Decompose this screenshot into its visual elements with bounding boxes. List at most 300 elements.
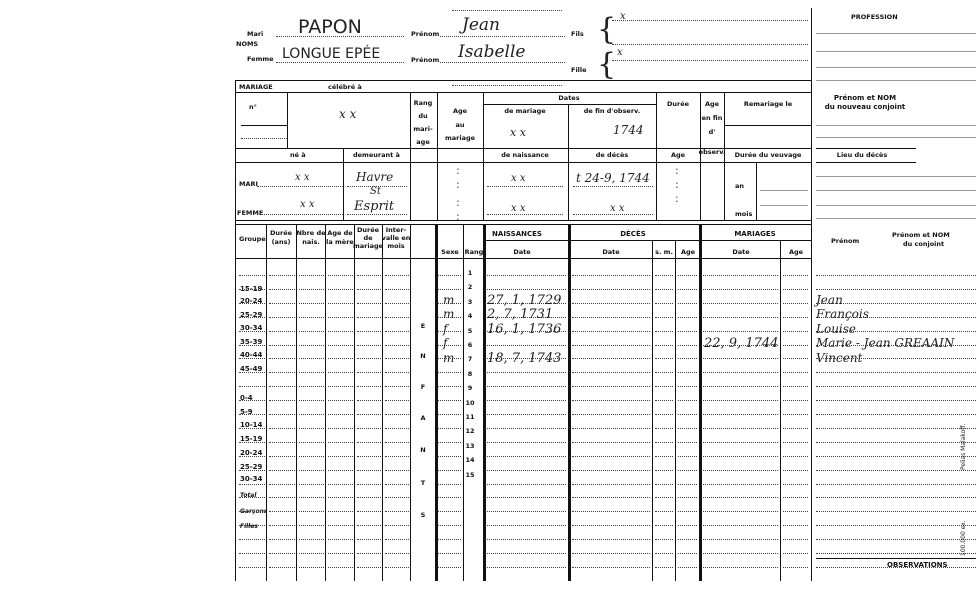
dates-label: Dates xyxy=(558,94,580,102)
row-rule xyxy=(487,539,566,540)
group-label: 20-24 xyxy=(240,449,263,457)
row-rule xyxy=(783,442,808,443)
row-rule xyxy=(357,553,381,554)
child-prenom: Louise xyxy=(816,321,857,336)
row-rule xyxy=(572,470,650,471)
row-rule xyxy=(655,345,673,346)
conjoint-col-1: Prénom et NOM xyxy=(892,231,950,239)
row-rule xyxy=(783,331,808,332)
age-colons-mari: : : xyxy=(456,164,460,191)
row-rule xyxy=(438,442,461,443)
femme-deces: x x xyxy=(610,203,625,214)
mari-prenom: Jean xyxy=(462,15,500,35)
row-rule xyxy=(703,553,778,554)
row-rule xyxy=(328,303,353,304)
row-rule xyxy=(328,400,353,401)
fils-label: Fils xyxy=(571,30,584,38)
profession-label: PROFESSION xyxy=(851,13,898,21)
row-rule xyxy=(357,275,381,276)
mariage-place-mark: x x xyxy=(339,107,357,121)
row-rule xyxy=(678,331,697,332)
noms-label: NOMS xyxy=(236,40,259,48)
row-rule xyxy=(438,345,461,346)
row-rule xyxy=(703,497,778,498)
row-rule xyxy=(328,497,353,498)
row-rule xyxy=(816,372,976,373)
row-rule xyxy=(783,484,808,485)
row-rule xyxy=(357,345,381,346)
row-rule xyxy=(655,497,673,498)
row-rule xyxy=(655,289,673,290)
row-rule xyxy=(438,386,461,387)
child-prenom: Vincent xyxy=(816,350,863,365)
row-rule xyxy=(783,428,808,429)
row-rule xyxy=(269,539,295,540)
row-rule xyxy=(385,358,409,359)
femme-prenom: Isabelle xyxy=(458,42,526,62)
row-rule xyxy=(385,345,409,346)
row-rule xyxy=(703,442,778,443)
row-rule xyxy=(655,456,673,457)
row-rule xyxy=(385,456,409,457)
row-rule xyxy=(385,511,409,512)
age-mere-1: Age de xyxy=(327,229,353,237)
row-rule xyxy=(678,428,697,429)
row-rule xyxy=(783,400,808,401)
age-en-fin-1: Age xyxy=(704,100,720,108)
row-rule xyxy=(438,275,461,276)
row-rule xyxy=(239,525,265,526)
sexe-label: Sexe xyxy=(441,248,459,256)
row-rule xyxy=(487,511,566,512)
row-rule xyxy=(783,303,808,304)
row-rule xyxy=(357,372,381,373)
row-rule xyxy=(385,317,409,318)
row-rule xyxy=(269,303,295,304)
deces-age-label: Age xyxy=(680,248,696,256)
rank-label: 13 xyxy=(465,441,475,450)
row-rule xyxy=(783,372,808,373)
row-rule xyxy=(816,525,976,526)
row-rule xyxy=(655,442,673,443)
row-rule xyxy=(299,442,324,443)
row-rule xyxy=(269,345,295,346)
row-rule xyxy=(328,414,353,415)
mari-label: Mari xyxy=(247,30,264,38)
row-rule xyxy=(299,553,324,554)
child-naissance: 18, 7, 1743 xyxy=(487,350,562,366)
row-rule xyxy=(269,289,295,290)
age-colons-2: : : : xyxy=(675,164,679,205)
row-rule xyxy=(385,525,409,526)
age-en-fin-2: en fin xyxy=(701,114,723,122)
group-label: 45-49 xyxy=(240,365,263,373)
femme-row-label: FEMME xyxy=(237,209,264,217)
mari-naissance: x x xyxy=(511,173,526,184)
conjoint-label-1: Prénom et NOM xyxy=(833,94,897,102)
row-rule xyxy=(678,511,697,512)
row-rule xyxy=(678,317,697,318)
row-rule xyxy=(783,345,808,346)
row-rule xyxy=(487,289,566,290)
row-rule xyxy=(357,497,381,498)
nbre-nais-1: Nbre de xyxy=(296,229,326,237)
duree-mariage-1: Durée xyxy=(356,226,380,234)
row-rule xyxy=(678,456,697,457)
row-rule xyxy=(438,414,461,415)
row-rule xyxy=(269,428,295,429)
row-rule xyxy=(703,372,778,373)
row-rule xyxy=(299,470,324,471)
row-rule xyxy=(678,275,697,276)
row-rule xyxy=(783,539,808,540)
row-rule xyxy=(239,331,265,332)
row-rule xyxy=(678,539,697,540)
row-rule xyxy=(783,386,808,387)
femme-ne: x x xyxy=(300,199,315,210)
row-rule xyxy=(385,303,409,304)
row-rule xyxy=(678,345,697,346)
row-rule xyxy=(239,511,265,512)
child-prenom: Marie - Jean GREAAIN xyxy=(816,336,955,351)
celebre-label: célébré à xyxy=(328,83,362,91)
child-sexe: f xyxy=(443,321,448,336)
age-label-1: Age xyxy=(452,107,468,115)
group-label: 25-29 xyxy=(240,311,263,319)
row-rule xyxy=(655,317,673,318)
row-rule xyxy=(239,303,265,304)
row-rule xyxy=(703,317,778,318)
row-rule xyxy=(438,331,461,332)
row-rule xyxy=(357,525,381,526)
row-rule xyxy=(239,497,265,498)
row-rule xyxy=(438,470,461,471)
group-label: 5-9 xyxy=(240,408,253,416)
sm-label: s. m. xyxy=(655,248,673,256)
intervalle-1: Inter- xyxy=(385,226,407,234)
child-sexe: m xyxy=(443,350,455,365)
child-sexe: f xyxy=(443,336,448,351)
row-rule xyxy=(655,303,673,304)
date-mariage-value: x x xyxy=(510,126,526,139)
group-label: Garçons xyxy=(240,508,268,515)
mari-ne: x x xyxy=(295,172,310,183)
remariage-label: Remariage le xyxy=(743,100,793,108)
child-prenom: Jean xyxy=(816,293,843,307)
row-rule xyxy=(357,484,381,485)
deces-date-label: Date xyxy=(602,248,620,256)
row-rule xyxy=(269,470,295,471)
rang-col-label: Rang xyxy=(464,248,484,256)
duree-veuvage-label: Durée du veuvage xyxy=(734,151,802,159)
row-rule xyxy=(385,331,409,332)
rank-label: 12 xyxy=(465,427,475,436)
row-rule xyxy=(438,525,461,526)
row-rule xyxy=(655,428,673,429)
rank-label: 6 xyxy=(467,341,473,349)
row-rule xyxy=(385,289,409,290)
child-naissance: 27, 1, 1729 xyxy=(487,293,562,308)
row-rule xyxy=(299,372,324,373)
row-rule xyxy=(357,400,381,401)
row-rule xyxy=(816,484,976,485)
group-label: 40-44 xyxy=(240,351,263,359)
age-mere-2: la mère xyxy=(326,238,354,246)
groupe-label: Groupe xyxy=(239,235,266,243)
row-rule xyxy=(299,497,324,498)
row-rule xyxy=(783,275,808,276)
row-rule xyxy=(487,414,566,415)
row-rule xyxy=(269,484,295,485)
row-rule xyxy=(328,289,353,290)
row-rule xyxy=(572,317,650,318)
femme-naissance: x x xyxy=(511,203,526,214)
row-rule xyxy=(269,317,295,318)
rank-label: 4 xyxy=(467,312,473,321)
row-rule xyxy=(299,567,324,568)
row-rule xyxy=(572,372,650,373)
de-deces-label: de décès xyxy=(595,151,629,159)
de-fin-label: de fin d'observ. xyxy=(583,107,641,115)
mariage-title: MARIAGE xyxy=(239,83,273,91)
enfants-letter-n: N xyxy=(420,352,426,360)
row-rule xyxy=(385,470,409,471)
row-rule xyxy=(572,275,650,276)
row-rule xyxy=(299,456,324,457)
row-rule xyxy=(655,400,673,401)
row-rule xyxy=(572,386,650,387)
row-rule xyxy=(269,497,295,498)
row-rule xyxy=(357,442,381,443)
row-rule xyxy=(385,372,409,373)
row-rule xyxy=(299,289,324,290)
child-sexe: m xyxy=(443,293,455,307)
row-rule xyxy=(703,525,778,526)
row-rule xyxy=(328,428,353,429)
child-naissance: 2, 7, 1731 xyxy=(487,307,554,323)
row-rule xyxy=(703,511,778,512)
row-rule xyxy=(655,331,673,332)
row-rule xyxy=(487,525,566,526)
row-rule xyxy=(357,358,381,359)
row-rule xyxy=(269,567,295,568)
duree-label: Durée xyxy=(666,100,690,108)
deces-label: DÉCÈS xyxy=(620,230,646,238)
row-rule xyxy=(655,372,673,373)
row-rule xyxy=(328,331,353,332)
row-rule xyxy=(572,456,650,457)
row-rule xyxy=(438,567,461,568)
an-label: an xyxy=(735,182,745,190)
mari-name: PAPON xyxy=(298,16,362,38)
row-rule xyxy=(572,400,650,401)
row-rule xyxy=(783,470,808,471)
row-rule xyxy=(239,289,265,290)
row-rule xyxy=(678,358,697,359)
row-rule xyxy=(269,386,295,387)
row-rule xyxy=(328,386,353,387)
row-rule xyxy=(678,414,697,415)
intervalle-2: valle en xyxy=(381,234,411,242)
mariage-age-label: Age xyxy=(788,248,804,256)
row-rule xyxy=(487,345,566,346)
row-rule xyxy=(783,317,808,318)
enfants-letter-t: T xyxy=(420,479,426,487)
age-en-fin-4: observ. xyxy=(698,148,726,156)
row-rule xyxy=(328,525,353,526)
row-rule xyxy=(487,372,566,373)
mari-demeurant-2: St xyxy=(370,186,381,197)
femme-demeurant: Esprit xyxy=(354,199,395,214)
row-rule xyxy=(655,539,673,540)
row-rule xyxy=(239,317,265,318)
row-rule xyxy=(328,470,353,471)
row-rule xyxy=(572,553,650,554)
row-rule xyxy=(487,497,566,498)
row-rule xyxy=(357,414,381,415)
row-rule xyxy=(678,289,697,290)
row-rule xyxy=(572,442,650,443)
row-rule xyxy=(239,567,265,568)
row-rule xyxy=(816,470,976,471)
row-rule xyxy=(655,414,673,415)
rang-label-1: Rang xyxy=(413,99,433,107)
rank-label: 1 xyxy=(467,269,473,277)
row-rule xyxy=(678,386,697,387)
naissances-label: NAISSANCES xyxy=(492,230,542,238)
row-rule xyxy=(703,539,778,540)
row-rule xyxy=(385,275,409,276)
age-label-2: au xyxy=(455,121,465,129)
demeurant-label: demeurant à xyxy=(353,151,400,159)
fille-brace: { xyxy=(597,47,617,82)
rank-label: 7 xyxy=(467,355,473,364)
row-rule xyxy=(783,414,808,415)
row-rule xyxy=(357,511,381,512)
row-rule xyxy=(438,553,461,554)
fille-mark: x xyxy=(617,47,623,58)
row-rule xyxy=(299,414,324,415)
row-rule xyxy=(385,442,409,443)
row-rule xyxy=(572,428,650,429)
child-sexe: m xyxy=(443,307,455,322)
no-label: n° xyxy=(249,103,257,111)
row-rule xyxy=(703,470,778,471)
row-rule xyxy=(783,511,808,512)
row-rule xyxy=(269,275,295,276)
rank-label: 9 xyxy=(467,384,473,393)
femme-prenom-label: Prénom xyxy=(411,56,440,64)
rank-label: 11 xyxy=(465,413,475,421)
rank-label: 2 xyxy=(467,283,473,292)
row-rule xyxy=(328,317,353,318)
child-mariage: 22, 9, 1744 xyxy=(704,336,779,352)
row-rule xyxy=(678,525,697,526)
row-rule xyxy=(572,345,650,346)
rank-label: 15 xyxy=(465,470,475,479)
row-rule xyxy=(678,400,697,401)
row-rule xyxy=(385,539,409,540)
row-rule xyxy=(438,400,461,401)
row-rule xyxy=(438,539,461,540)
row-rule xyxy=(655,525,673,526)
row-rule xyxy=(269,358,295,359)
group-label: 15-19 xyxy=(240,435,263,443)
row-rule xyxy=(328,372,353,373)
row-rule xyxy=(678,567,697,568)
print-run: 100.000 ex. xyxy=(960,520,967,556)
row-rule xyxy=(269,553,295,554)
row-rule xyxy=(299,345,324,346)
row-rule xyxy=(357,539,381,540)
row-rule xyxy=(239,345,265,346)
row-rule xyxy=(816,497,976,498)
row-rule xyxy=(655,567,673,568)
row-rule xyxy=(816,456,976,457)
group-label: 15-19 xyxy=(240,285,263,293)
fils-brace: { xyxy=(597,12,617,47)
fille-label: Fille xyxy=(571,66,587,74)
group-label: 25-29 xyxy=(240,463,263,471)
row-rule xyxy=(299,539,324,540)
row-rule xyxy=(703,289,778,290)
de-naissance-label: de naissance xyxy=(501,151,549,159)
group-label: 30-34 xyxy=(240,475,263,483)
row-rule xyxy=(299,331,324,332)
row-rule xyxy=(239,372,265,373)
row-rule xyxy=(239,400,265,401)
row-rule xyxy=(239,358,265,359)
row-rule xyxy=(703,303,778,304)
row-rule xyxy=(816,553,976,554)
mariages-label: MARIAGES xyxy=(734,230,776,238)
row-rule xyxy=(655,358,673,359)
row-rule xyxy=(357,470,381,471)
intervalle-3: mois xyxy=(387,242,405,250)
child-prenom: François xyxy=(816,307,869,322)
row-rule xyxy=(239,275,265,276)
duree-ans-1: Durée xyxy=(269,229,293,237)
row-rule xyxy=(328,345,353,346)
group-label: 35-39 xyxy=(240,338,263,346)
row-rule xyxy=(816,386,976,387)
row-rule xyxy=(703,275,778,276)
row-rule xyxy=(239,470,265,471)
row-rule xyxy=(816,414,976,415)
row-rule xyxy=(678,484,697,485)
row-rule xyxy=(438,289,461,290)
rank-label: 5 xyxy=(467,326,473,335)
row-rule xyxy=(357,317,381,318)
age-label-row: Age xyxy=(670,151,686,159)
row-rule xyxy=(385,484,409,485)
row-rule xyxy=(299,484,324,485)
row-rule xyxy=(328,442,353,443)
row-rule xyxy=(269,456,295,457)
row-rule xyxy=(487,275,566,276)
rang-label-3: mari- xyxy=(413,125,433,133)
row-rule xyxy=(816,400,976,401)
mari-deces: t 24-9, 1744 xyxy=(576,171,650,185)
mari-row-label: MARI xyxy=(239,180,258,188)
group-label: 10-14 xyxy=(240,421,263,429)
group-label: Total xyxy=(240,492,257,499)
row-rule xyxy=(357,567,381,568)
row-rule xyxy=(239,442,265,443)
conjoint-label-2: du nouveau conjoint xyxy=(824,103,906,111)
conjoint-col-2: du conjoint xyxy=(903,240,945,248)
prenom-col-label: Prénom xyxy=(831,237,860,245)
